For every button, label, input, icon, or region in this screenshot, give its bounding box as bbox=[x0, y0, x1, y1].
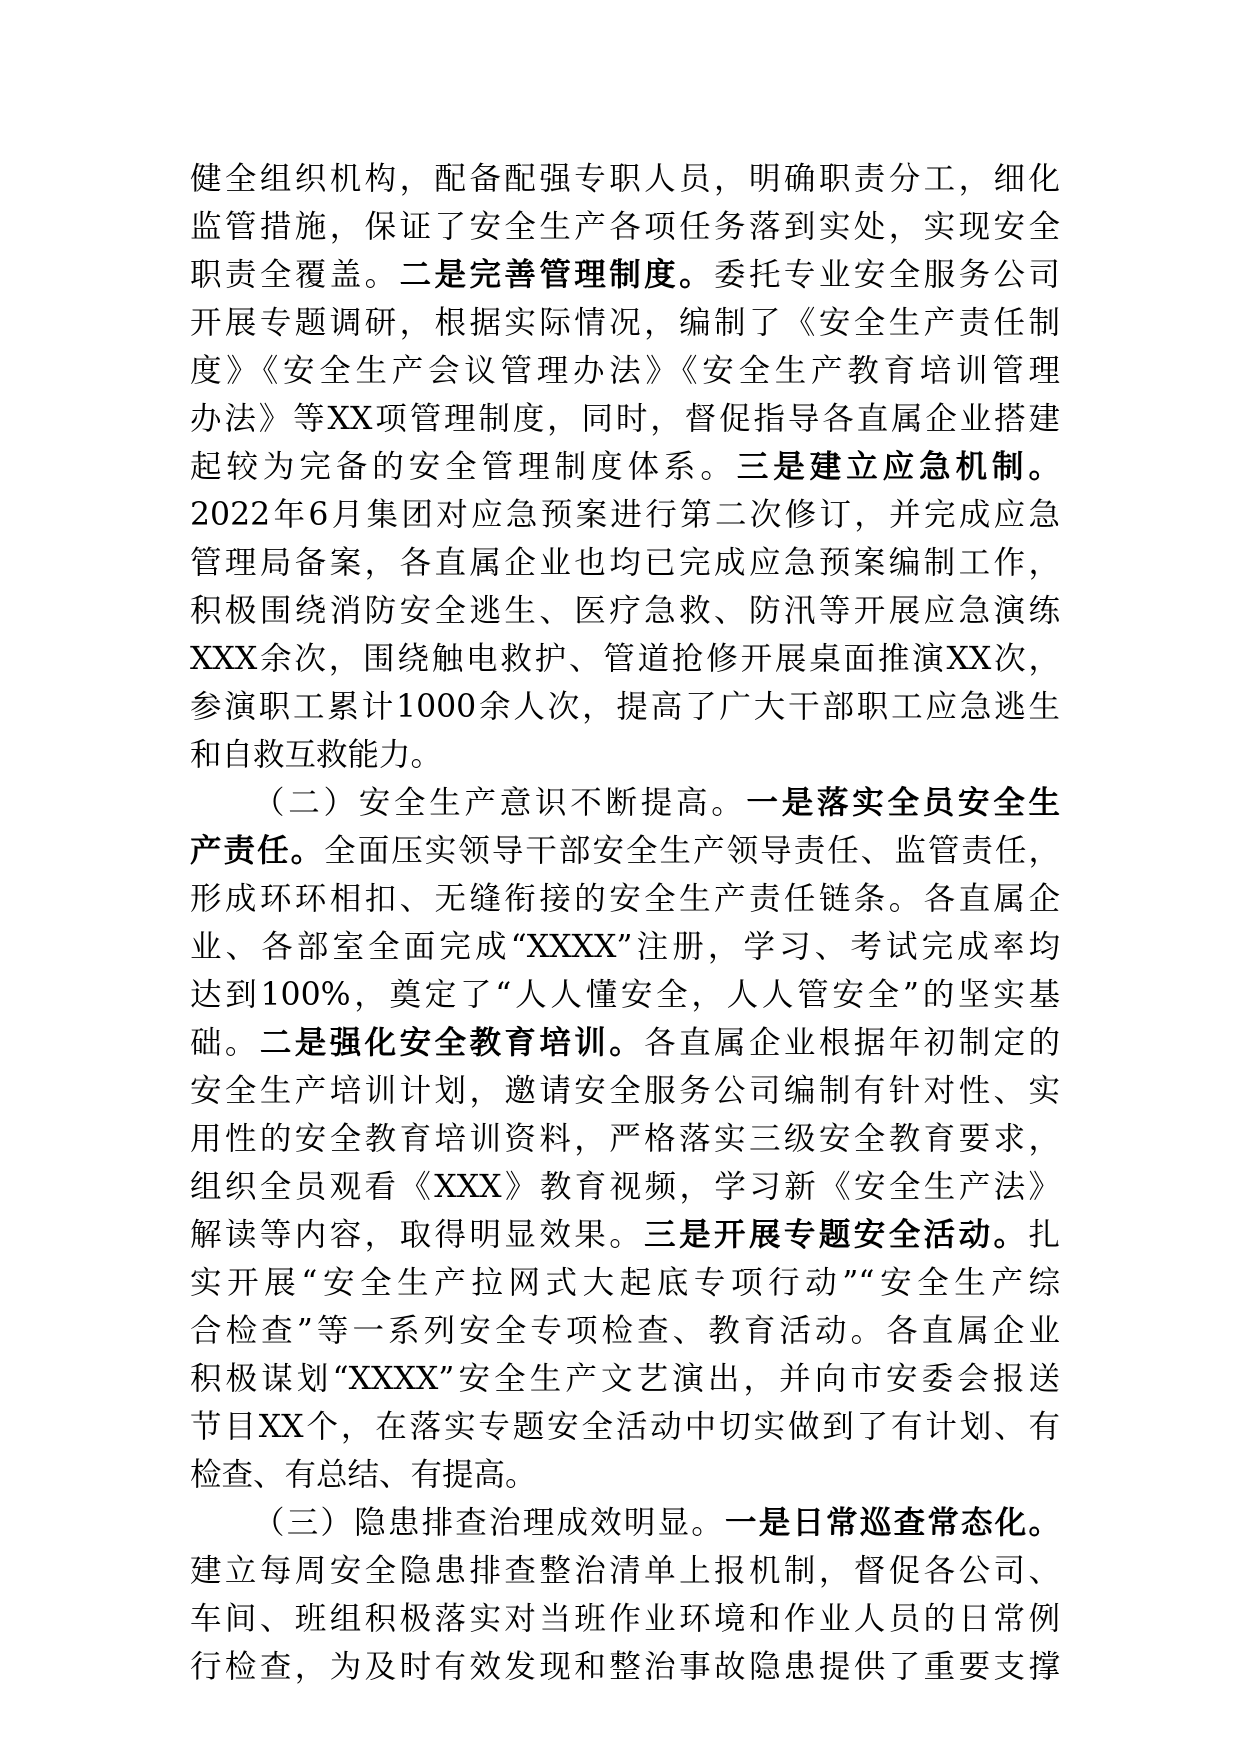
text-line: 检查、有总结、有提高。 bbox=[190, 1457, 537, 1493]
text-line: 2022年6月集团对应急预案进行第二次修订，并完成应急 bbox=[190, 497, 1060, 533]
text-line: 管理局备案，各直属企业也均已完成应急预案编制工作， bbox=[190, 545, 1060, 581]
text-line: 合检查”等一系列安全专项检查、教育活动。各直属企业 bbox=[190, 1313, 1060, 1349]
text-line: 达到100%，奠定了“人人懂安全，人人管安全”的坚实基 bbox=[190, 977, 1060, 1013]
text-run: 起较为完备的安全管理制度体系。 bbox=[190, 449, 737, 485]
section-heading: （二）安全生产意识不断提高。 bbox=[253, 785, 747, 821]
text-line: 办法》等XX项管理制度，同时，督促指导各直属企业搭建 bbox=[190, 401, 1060, 437]
text-run: 扎 bbox=[1028, 1217, 1060, 1253]
bold-heading: 产责任。 bbox=[190, 832, 325, 869]
text-run: 础。 bbox=[190, 1025, 260, 1061]
bold-heading: 一是落实全员安全生 bbox=[746, 784, 1060, 821]
text-line: 健全组织机构，配备配强专职人员，明确职责分工，细化 bbox=[190, 161, 1060, 197]
section-heading: （三）隐患排查治理成效明显。 bbox=[253, 1505, 726, 1541]
bold-heading: 二是强化安全教育培训。 bbox=[259, 1024, 645, 1061]
bold-heading: 二是完善管理制度。 bbox=[399, 256, 715, 293]
text-line: 用性的安全教育培训资料，严格落实三级安全教育要求， bbox=[190, 1121, 1060, 1157]
text-line: 安全生产培训计划，邀请安全服务公司编制有针对性、实 bbox=[190, 1073, 1060, 1109]
text-run: 各直属企业根据年初制定的 bbox=[644, 1025, 1060, 1061]
section-heading-line bbox=[190, 779, 1060, 827]
section-heading-line bbox=[190, 1499, 1060, 1547]
text-line: XXX余次，围绕触电救护、管道抢修开展桌面推演XX次， bbox=[190, 641, 1060, 677]
text-line: 业、各部室全面完成“XXXX”注册，学习、考试完成率均 bbox=[190, 929, 1060, 965]
text-run: 解读等内容，取得明显效果。 bbox=[190, 1217, 645, 1253]
text-line bbox=[190, 827, 1060, 875]
text-line bbox=[190, 251, 1060, 299]
bold-heading: 一是日常巡查常态化。 bbox=[725, 1504, 1060, 1541]
text-line: 度》《安全生产会议管理办法》《安全生产教育培训管理 bbox=[190, 353, 1060, 389]
text-line: 积极围绕消防安全逃生、医疗急救、防汛等开展应急演练 bbox=[190, 593, 1060, 629]
text-line: 开展专题调研，根据实际情况，编制了《安全生产责任制 bbox=[190, 305, 1060, 341]
text-line bbox=[190, 443, 1060, 491]
text-line: 车间、班组积极落实对当班作业环境和作业人员的日常例 bbox=[190, 1601, 1060, 1637]
text-run: 职责全覆盖。 bbox=[190, 257, 400, 293]
text-line: 参演职工累计1000余人次，提高了广大干部职工应急逃生 bbox=[190, 689, 1060, 725]
text-line: 节目XX个，在落实专题安全活动中切实做到了有计划、有 bbox=[190, 1409, 1060, 1445]
bold-heading: 三是开展专题安全活动。 bbox=[644, 1216, 1029, 1253]
text-run: 全面压实领导干部安全生产领导责任、监管责任， bbox=[324, 833, 1060, 869]
text-line bbox=[190, 1019, 1060, 1067]
text-line: 组织全员观看《XXX》教育视频，学习新《安全生产法》 bbox=[190, 1169, 1060, 1205]
text-line: 建立每周安全隐患排查整治清单上报机制，督促各公司、 bbox=[190, 1553, 1060, 1589]
text-line: 实开展“安全生产拉网式大起底专项行动”“安全生产综 bbox=[190, 1265, 1060, 1301]
text-line: 形成环环相扣、无缝衔接的安全生产责任链条。各直属企 bbox=[190, 881, 1060, 917]
text-line bbox=[190, 1211, 1060, 1259]
bold-heading: 三是建立应急机制。 bbox=[736, 448, 1060, 485]
text-line: 和自救互救能力。 bbox=[190, 737, 443, 773]
text-line: 行检查，为及时有效发现和整治事故隐患提供了重要支撑 bbox=[190, 1649, 1060, 1685]
body-text bbox=[190, 155, 1060, 1691]
text-line: 积极谋划“XXXX”安全生产文艺演出，并向市安委会报送 bbox=[190, 1361, 1060, 1397]
text-run: 委托专业安全服务公司 bbox=[714, 257, 1060, 293]
text-line: 监管措施，保证了安全生产各项任务落到实处，实现安全 bbox=[190, 209, 1060, 245]
